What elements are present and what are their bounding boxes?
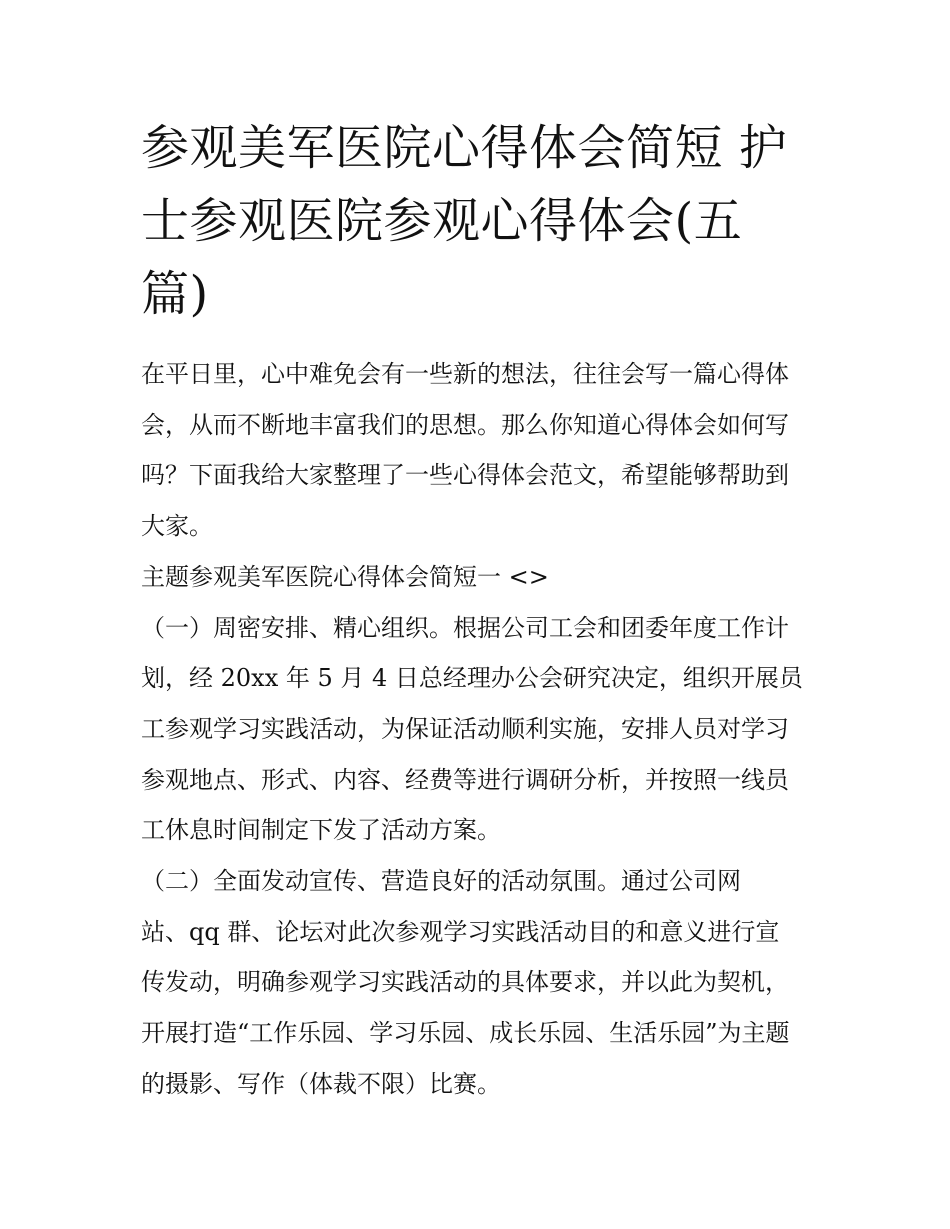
title-line: 士参观医院参观心得体会(五 (141, 193, 743, 249)
text-line: 工休息时间制定下发了活动方案。 (141, 816, 501, 845)
text-line: 工参观学习实践活动，为保证活动顺利实施，安排人员对学习 (141, 714, 789, 743)
text-line: 的摄影、写作（体裁不限）比赛。 (141, 1069, 501, 1098)
text-line: 开展打造“工作乐园、学习乐园、成长乐园、生活乐园”为主题 (141, 1019, 790, 1048)
text-line: 吗？下面我给大家整理了一些心得体会范文，希望能够帮助到 (141, 461, 789, 490)
text-line: 大家。 (141, 512, 213, 541)
paragraph-one (141, 603, 813, 857)
title-line: 篇) (141, 266, 209, 322)
text-line: （一）周密安排、精心组织。根据公司工会和团委年度工作计 (141, 613, 789, 642)
text-line: （二）全面发动宣传、营造良好的活动氛围。通过公司网 (141, 867, 741, 896)
section-heading (141, 552, 813, 603)
paragraph-two (141, 856, 813, 1110)
text-line: 参观地点、形式、内容、经费等进行调研分析，并按照一线员 (141, 765, 789, 794)
document-content (141, 112, 813, 1110)
title-line: 参观美军医院心得体会简短 护 (141, 120, 788, 176)
intro-paragraph (141, 349, 813, 552)
text-line: 划，经 20xx 年 5 月 4 日总经理办公会研究决定，组织开展员 (141, 664, 803, 693)
document-body (141, 349, 813, 1110)
text-line: 在平日里，心中难免会有一些新的想法，往往会写一篇心得体 (141, 360, 789, 388)
text-line: 会，从而不断地丰富我们的思想。那么你知道心得体会如何写 (141, 410, 789, 439)
text-line: 站、qq 群、论坛对此次参观学习实践活动目的和意义进行宣 (141, 917, 780, 946)
document-title (141, 112, 813, 331)
text-line: 传发动，明确参观学习实践活动的具体要求，并以此为契机， (141, 968, 789, 997)
section-heading-text: 主题参观美军医院心得体会简短一 <> (141, 562, 549, 591)
